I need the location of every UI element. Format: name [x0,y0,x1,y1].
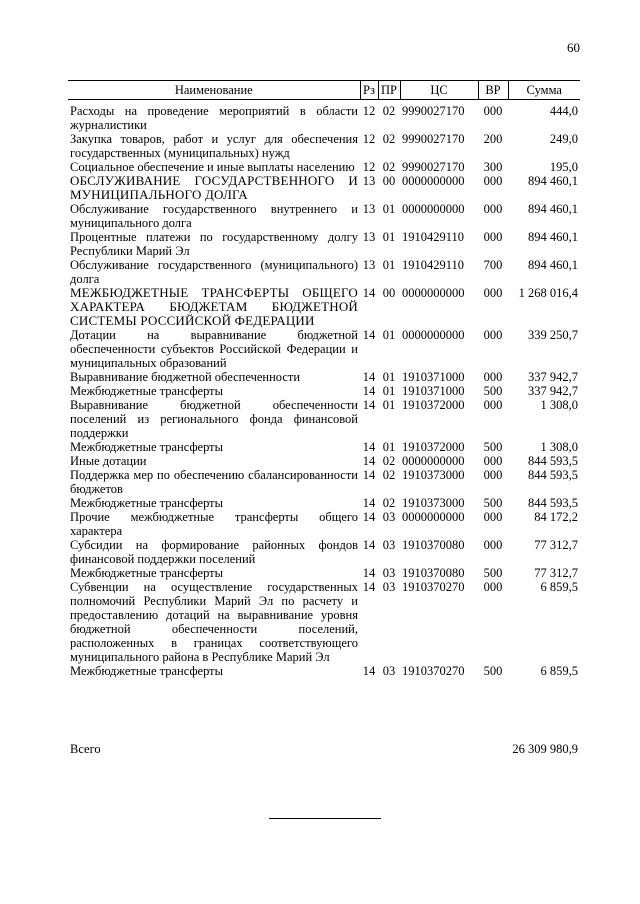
row-sum: 337 942,7 [528,370,578,384]
row-rz: 14 [362,496,376,510]
row-pr: 01 [382,370,396,384]
row-rz: 14 [362,328,376,342]
row-vr: 000 [483,328,503,342]
row-name: Обслуживание государственного внутреннего и муниципального долга [70,202,358,230]
table-row [68,454,580,468]
table-row [68,566,580,580]
row-sum: 77 312,7 [534,566,578,580]
header-pr: ПР [378,81,400,100]
row-pr: 02 [382,104,396,118]
table-header [68,81,580,100]
row-pr: 01 [382,384,396,398]
row-rz: 14 [362,440,376,454]
row-sum: 1 308,0 [540,398,578,412]
row-sum: 249,0 [549,132,578,146]
table-row [68,440,580,454]
row-rz: 14 [362,454,376,468]
row-vr: 000 [483,398,503,412]
row-cs: 0000000000 [402,454,465,468]
row-sum: 339 250,7 [528,328,578,342]
table-row [68,230,580,258]
row-rz: 14 [362,398,376,412]
row-vr: 500 [483,440,503,454]
row-name: Прочие межбюджетные трансферты общего характера [70,510,358,538]
row-name: Межбюджетные трансферты [70,384,224,398]
row-cs: 1910372000 [402,440,465,454]
row-vr: 300 [483,160,503,174]
row-cs: 1910373000 [402,496,465,510]
table-row [68,100,580,133]
header-name: Наименование [68,81,360,100]
row-cs: 1910371000 [402,384,465,398]
row-name: Дотации на выравнивание бюджетной обеспеченности субъектов Российской Федерации и муниципальных образований [70,328,358,370]
row-pr: 01 [382,202,396,216]
row-rz: 13 [362,258,376,272]
row-cs: 1910372000 [402,398,465,412]
row-sum: 6 859,5 [540,580,578,594]
table-row [68,174,580,202]
row-pr: 02 [382,496,396,510]
row-pr: 02 [382,160,396,174]
table-row [68,510,580,538]
table-row [68,538,580,566]
row-cs: 1910429110 [402,230,465,244]
row-pr: 03 [382,538,396,552]
row-name: Обслуживание государственного (муниципального) долга [70,258,358,286]
row-name: Межбюджетные трансферты [70,496,224,510]
row-pr: 01 [382,398,396,412]
row-name: Межбюджетные трансферты [70,440,224,454]
row-vr: 000 [483,230,503,244]
row-rz: 14 [362,370,376,384]
row-cs: 1910371000 [402,370,465,384]
row-sum: 1 268 016,4 [518,286,578,300]
row-sum: 337 942,7 [528,384,578,398]
row-vr: 000 [483,370,503,384]
header-sum: Сумма [508,81,580,100]
row-sum: 894 460,1 [528,258,578,272]
table-row [68,664,580,678]
row-cs: 9990027170 [402,104,465,118]
row-sum: 84 172,2 [534,510,578,524]
row-vr: 000 [483,454,503,468]
table-row [68,160,580,174]
row-cs: 1910370080 [402,566,465,580]
row-rz: 14 [362,468,376,482]
row-cs: 1910373000 [402,468,465,482]
table-row [68,132,580,160]
row-name: Закупка товаров, работ и услуг для обеспечения государственных (муниципальных) нужд [70,132,358,160]
row-rz: 13 [362,174,376,188]
table-row [68,328,580,370]
row-vr: 500 [483,384,503,398]
total-value: 26 309 980,9 [512,742,578,756]
row-vr: 000 [483,174,503,188]
row-cs: 0000000000 [402,202,465,216]
header-rz: Рз [360,81,378,100]
row-rz: 13 [362,202,376,216]
row-sum: 894 460,1 [528,202,578,216]
row-vr: 500 [483,566,503,580]
table-row [68,580,580,664]
row-rz: 14 [362,580,376,594]
row-pr: 01 [382,230,396,244]
row-pr: 03 [382,580,396,594]
row-name: Социальное обеспечение и иные выплаты населению [70,160,355,174]
row-rz: 13 [362,230,376,244]
row-pr: 03 [382,664,396,678]
row-rz: 14 [362,510,376,524]
row-sum: 195,0 [549,160,578,174]
row-pr: 02 [382,468,396,482]
header-cs: ЦС [400,81,478,100]
row-sum: 77 312,7 [534,538,578,552]
total-label: Всего [70,742,101,756]
row-sum: 844 593,5 [528,468,578,482]
row-name: ОБСЛУЖИВАНИЕ ГОСУДАРСТВЕННОГО И МУНИЦИПАЛЬНОГО ДОЛГА [70,173,358,202]
row-cs: 0000000000 [402,286,465,300]
row-pr: 02 [382,132,396,146]
row-sum: 894 460,1 [528,230,578,244]
row-name: Выравнивание бюджетной обеспеченности [70,370,301,384]
total-row [70,742,578,757]
row-sum: 844 593,5 [528,496,578,510]
row-vr: 500 [483,496,503,510]
row-rz: 12 [362,160,376,174]
row-vr: 000 [483,104,503,118]
row-cs: 9990027170 [402,160,465,174]
row-pr: 01 [382,440,396,454]
row-pr: 00 [382,286,396,300]
row-rz: 14 [362,664,376,678]
closing-rule [269,818,381,819]
row-vr: 000 [483,286,503,300]
row-rz: 14 [362,384,376,398]
row-vr: 200 [483,132,503,146]
row-cs: 1910370270 [402,664,465,678]
row-sum: 1 308,0 [540,440,578,454]
table-row [68,496,580,510]
row-cs: 1910370080 [402,538,465,552]
row-name: Межбюджетные трансферты [70,664,224,678]
row-name: МЕЖБЮДЖЕТНЫЕ ТРАНСФЕРТЫ ОБЩЕГО ХАРАКТЕРА БЮДЖЕТАМ БЮДЖЕТНОЙ СИСТЕМЫ РОССИЙСКОЙ ФЕДЕРАЦИИ [70,285,358,328]
row-cs: 1910370270 [402,580,465,594]
row-vr: 700 [483,258,503,272]
row-sum: 444,0 [549,104,578,118]
row-vr: 000 [483,510,503,524]
row-cs: 0000000000 [402,174,465,188]
page-number: 60 [567,40,580,55]
row-pr: 01 [382,258,396,272]
row-pr: 00 [382,174,396,188]
row-name: Процентные платежи по государственному долгу Республики Марий Эл [70,230,358,258]
row-sum: 6 859,5 [540,664,578,678]
table-row [68,468,580,496]
row-cs: 0000000000 [402,328,465,342]
row-name: Расходы на проведение мероприятий в области журналистики [70,104,358,132]
row-vr: 000 [483,468,503,482]
row-rz: 14 [362,566,376,580]
row-rz: 12 [362,104,376,118]
table-row [68,202,580,230]
budget-table [68,80,580,678]
table-row [68,384,580,398]
row-rz: 14 [362,286,376,300]
table-body [68,100,580,679]
row-vr: 000 [483,538,503,552]
row-rz: 14 [362,538,376,552]
row-vr: 500 [483,664,503,678]
table-row [68,286,580,328]
row-pr: 03 [382,566,396,580]
row-sum: 894 460,1 [528,174,578,188]
row-name: Иные дотации [70,454,147,468]
row-pr: 01 [382,328,396,342]
header-vr: ВР [478,81,508,100]
row-vr: 000 [483,202,503,216]
row-vr: 000 [483,580,503,594]
row-cs: 1910429110 [402,258,465,272]
row-name: Выравнивание бюджетной обеспеченности поселений из регионального фонда финансовой поддержки [70,398,358,440]
row-sum: 844 593,5 [528,454,578,468]
row-cs: 0000000000 [402,510,465,524]
table-row [68,258,580,286]
row-name: Поддержка мер по обеспечению сбалансированности бюджетов [70,468,358,496]
row-pr: 02 [382,454,396,468]
row-name: Субсидии на формирование районных фондов финансовой поддержки поселений [70,538,358,566]
row-pr: 03 [382,510,396,524]
row-rz: 12 [362,132,376,146]
row-cs: 9990027170 [402,132,465,146]
row-name: Межбюджетные трансферты [70,566,224,580]
table-row [68,370,580,384]
row-name: Субвенции на осуществление государственных полномочий Республики Марий Эл по расчету и предоставлению дотаций на выравнивание уровня бюджетной обеспеченности поселений, расположенных в границах соответствующего муниципального района в Республике Марий Эл [70,580,358,664]
table-row [68,398,580,440]
